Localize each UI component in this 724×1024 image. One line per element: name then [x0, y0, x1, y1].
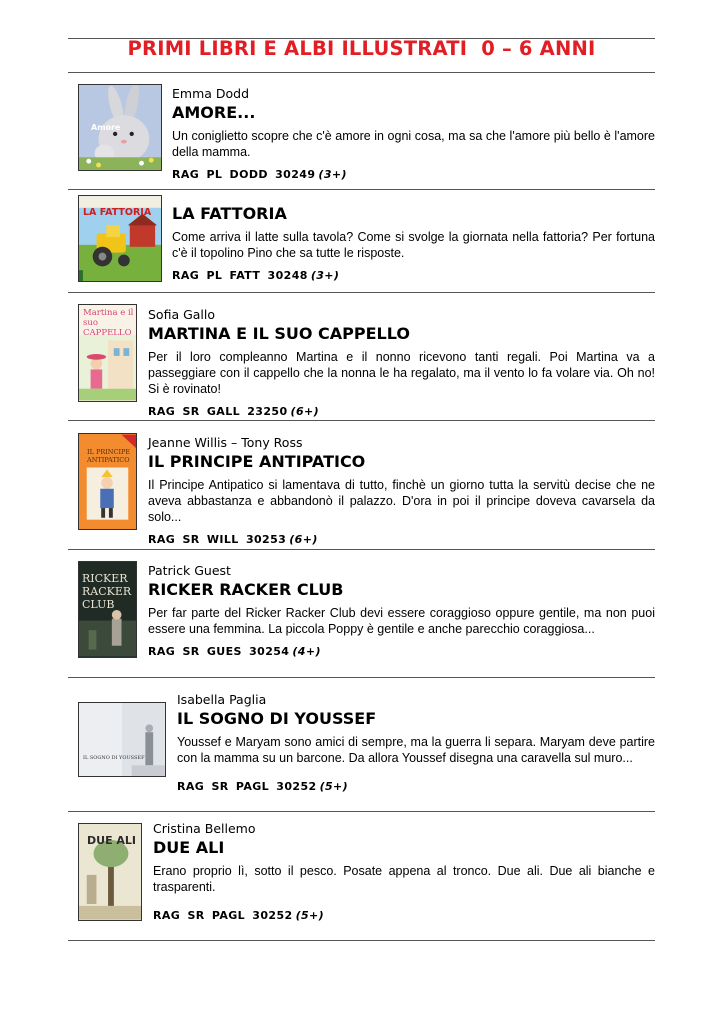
book-description: Youssef e Maryam sono amici di sempre, ma la guerra li separa. Maryam deve partire con la mamma su un barcone. Da allora Youssef disegna una caravella sul muro...	[177, 735, 655, 765]
book-info	[148, 563, 655, 659]
book-shelf-code	[148, 533, 655, 547]
book-title: AMORE...	[172, 103, 256, 122]
cover-title: RICKER RACKER CLUB	[82, 572, 132, 611]
book-author: Emma Dodd	[172, 86, 250, 101]
book-shelf-code	[148, 405, 655, 419]
book-author: Jeanne Willis – Tony Ross	[148, 435, 303, 450]
shelf-code: RAG PL DODD 30249	[172, 168, 316, 181]
age-range: (3+)	[310, 269, 340, 282]
book-description: Erano proprio lì, sotto il pesco. Posate appena al tronco. Due ali. Due ali bianche e trasparenti.	[153, 864, 655, 894]
book-cover-due-ali[interactable]	[78, 823, 142, 921]
book-cover-il-sogno-di-youssef[interactable]	[78, 702, 166, 777]
divider	[68, 811, 655, 812]
book-author: Cristina Bellemo	[153, 821, 256, 836]
shelf-code: RAG SR GALL 23250	[148, 405, 288, 418]
shelf-code: RAG SR PAGL 30252	[177, 780, 317, 793]
cover-title: Amore	[91, 123, 121, 132]
book-info	[172, 187, 655, 283]
age-range: (5+)	[295, 909, 325, 922]
shelf-code: RAG SR WILL 30253	[148, 533, 287, 546]
bottom-rule	[68, 940, 655, 941]
cover-title: IL PRINCIPE ANTIPATICO	[87, 448, 131, 464]
book-description: Il Principe Antipatico si lamentava di tutto, finchè un giorno tutta la servitù decise che ne aveva abbastanza e abbandonò il palazzo. D'ora in poi il principe doveva cavarsela da solo...	[148, 478, 655, 524]
book-shelf-code	[172, 168, 655, 182]
book-author	[172, 187, 655, 203]
shelf-code: RAG SR PAGL 30252	[153, 909, 293, 922]
book-cover-il-principe-antipatico[interactable]	[78, 433, 137, 530]
cover-title: Martina e il suo CAPPELLO	[83, 308, 134, 338]
book-info	[177, 692, 655, 794]
book-author: Sofia Gallo	[148, 307, 216, 322]
book-title: IL PRINCIPE ANTIPATICO	[148, 452, 366, 471]
book-title: MARTINA E IL SUO CAPPELLO	[148, 324, 410, 343]
age-range: (6+)	[289, 533, 318, 546]
divider	[68, 292, 655, 293]
shelf-code: RAG SR GUES 30254	[148, 645, 290, 658]
age-range: (5+)	[319, 780, 349, 793]
book-info	[148, 307, 655, 419]
book-author: Isabella Paglia	[177, 692, 267, 707]
cover-title: DUE ALI	[87, 834, 137, 847]
divider	[68, 72, 655, 73]
book-info	[148, 435, 655, 547]
divider	[68, 677, 655, 678]
book-title: RICKER RACKER CLUB	[148, 580, 344, 599]
book-author: Patrick Guest	[148, 563, 231, 578]
book-title: LA FATTORIA	[172, 204, 287, 223]
cover-title: IL SOGNO DI YOUSSEF	[83, 755, 145, 761]
page-title: PRIMI LIBRI E ALBI ILLUSTRATI 0 – 6 ANNI	[127, 37, 596, 60]
book-cover-amore[interactable]	[78, 84, 162, 171]
age-range: (6+)	[290, 405, 320, 418]
book-description: Per far parte del Ricker Racker Club devi essere coraggioso oppure gentile, ma non puoi essere una femmina. La piccola Poppy è gentile e anche parecchio coraggiosa...	[148, 606, 655, 636]
book-cover-martina[interactable]	[78, 304, 137, 402]
book-shelf-code	[177, 780, 655, 794]
book-cover-ricker-racker-club[interactable]	[78, 561, 137, 658]
book-title: DUE ALI	[153, 838, 225, 857]
book-shelf-code	[148, 645, 655, 659]
book-description: Un coniglietto scopre che c'è amore in ogni cosa, ma sa che l'amore più bello è l'amore della mamma.	[172, 129, 655, 159]
divider	[68, 420, 655, 421]
cover-title: LA FATTORIA	[83, 207, 152, 218]
book-info	[153, 821, 655, 923]
book-info	[172, 86, 655, 182]
book-shelf-code	[153, 909, 655, 923]
youssef-illustration	[79, 703, 165, 776]
age-range: (4+)	[292, 645, 321, 658]
book-description: Come arriva il latte sulla tavola? Come si svolge la giornata nella fattoria? Per fortuna c'è il topolino Pino che sa tutte le risposte.	[172, 230, 655, 260]
shelf-code: RAG PL FATT 30248	[172, 269, 308, 282]
book-title: IL SOGNO DI YOUSSEF	[177, 709, 377, 728]
book-cover-la-fattoria[interactable]	[78, 195, 162, 282]
book-shelf-code	[172, 269, 655, 283]
age-range: (3+)	[318, 168, 347, 181]
divider	[68, 549, 655, 550]
book-description: Per il loro compleanno Martina e il nonno ricevono tanti regali. Poi Martina va a passeggiare con il cappello che la nonna le ha regalato, ma il vento lo fa volare via. Oh no! Si è rovinato!	[148, 350, 655, 396]
